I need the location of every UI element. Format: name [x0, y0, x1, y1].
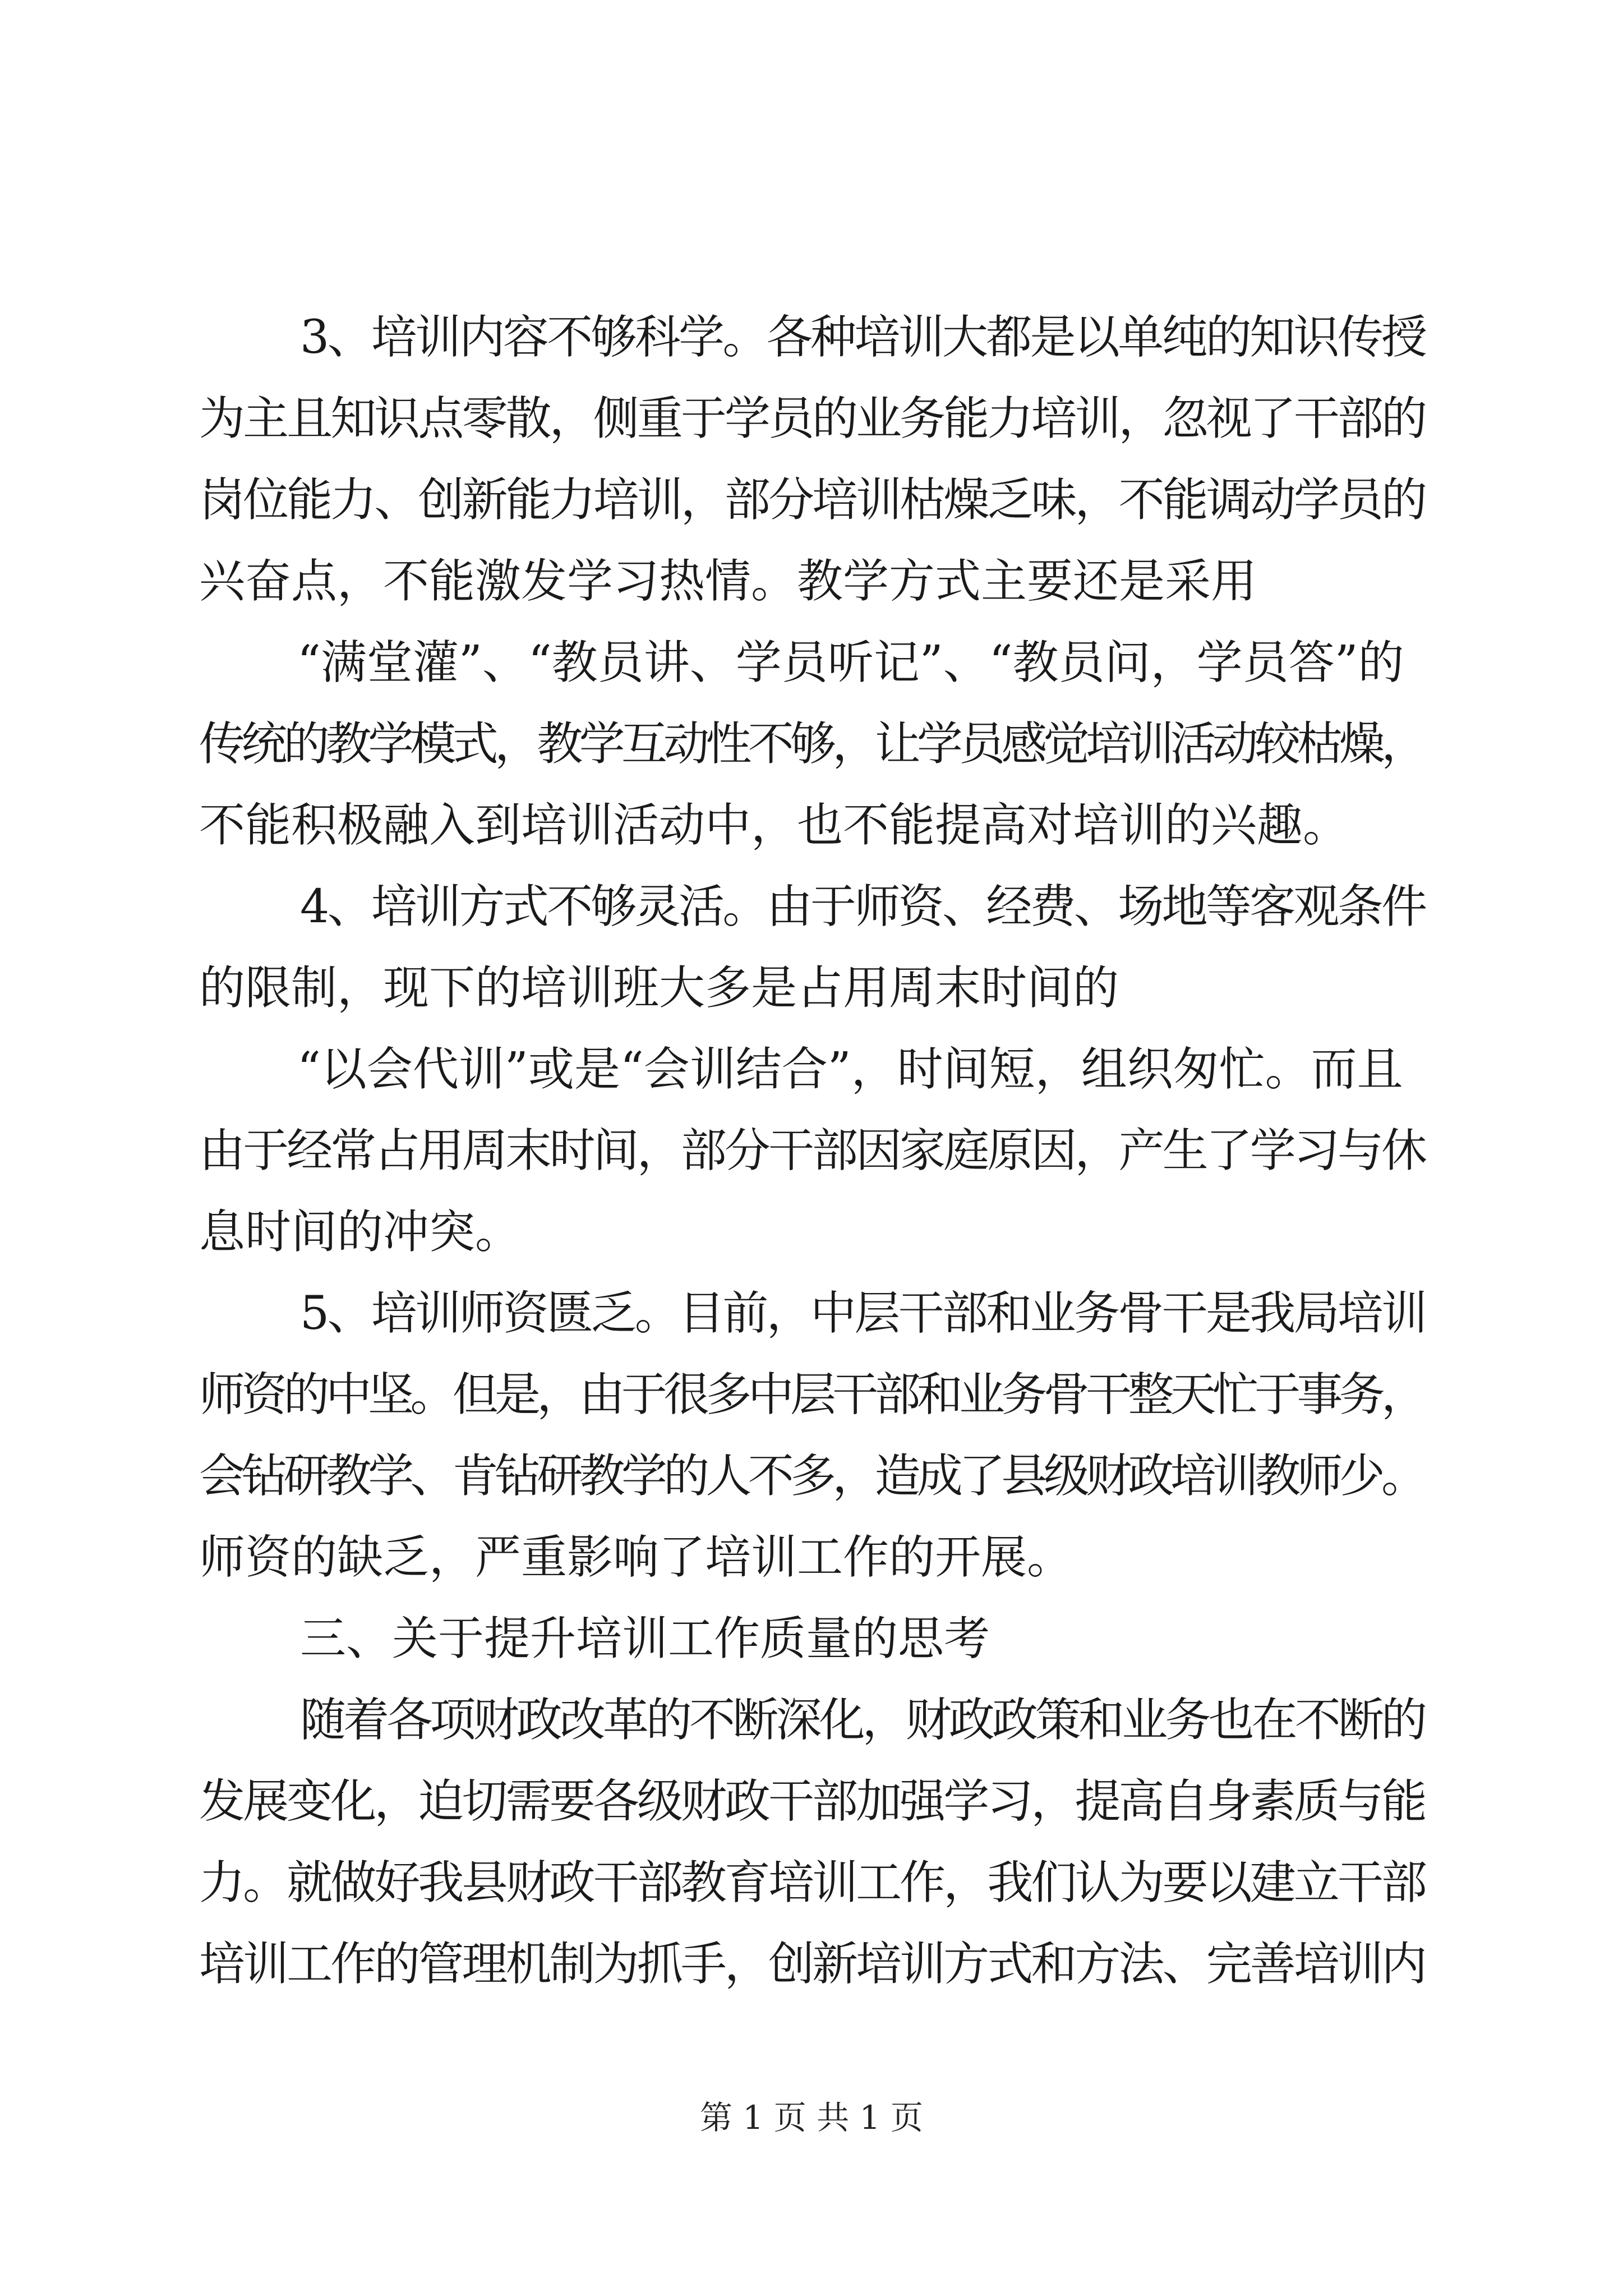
text-line: 师资的中坚。但是，由于很多中层干部和业务骨干整天忙于事务， [199, 1368, 1424, 1421]
text-line: 岗位能力、创新能力培训，部分培训枯燥乏味，不能调动学员的 [199, 473, 1426, 527]
text-line: 不能积极融入到培训活动中，也不能提高对培训的兴趣。 [199, 799, 1349, 852]
text-line: 兴奋点，不能激发学习热情。教学方式主要还是采用 [199, 555, 1257, 608]
text-line: 传统的教学模式，教学互动性不够，让学员感觉培训活动较枯燥， [199, 717, 1424, 771]
text-line: 力。就做好我县财政干部教育培训工作，我们认为要以建立干部 [199, 1856, 1426, 1910]
text-line: 4、培训方式不够灵活。由于师资、经费、场地等客观条件 [300, 880, 1426, 933]
text-line: 由于经常占用周末时间，部分干部因家庭原因，产生了学习与休 [199, 1124, 1426, 1177]
text-line: 3、培训内容不够科学。各种培训大都是以单纯的知识传授 [300, 311, 1426, 364]
page-number-footer: 第 1 页 共 1 页 [700, 2099, 923, 2137]
text-line: “满堂灌”、“教员讲、学员听记”、“教员问，学员答”的 [297, 636, 1404, 689]
text-line: 5、培训师资匮乏。目前，中层干部和业务骨干是我局培训 [300, 1287, 1426, 1340]
text-line: 发展变化，迫切需要各级财政干部加强学习，提高自身素质与能 [199, 1775, 1426, 1828]
text-line: 师资的缺乏，严重影响了培训工作的开展。 [199, 1531, 1073, 1584]
text-line: 为主且知识点零散，侧重于学员的业务能力培训，忽视了干部的 [199, 392, 1426, 445]
text-line: 会钻研教学、肯钻研教学的人不多，造成了县级财政培训教师少。 [199, 1450, 1424, 1503]
text-line: 培训工作的管理机制为抓手，创新培训方式和方法、完善培训内 [199, 1938, 1426, 1991]
text-line: 的限制，现下的培训班大多是占用周末时间的 [199, 961, 1119, 1015]
section-heading: 三、关于提升培训工作质量的思考 [300, 1612, 990, 1665]
text-line: 随着各项财政改革的不断深化，财政政策和业务也在不断的 [300, 1694, 1425, 1747]
text-line: 息时间的冲突。 [199, 1205, 522, 1259]
text-line: “以会代训”或是“会训结合”，时间短，组织匆忙。而且 [297, 1043, 1403, 1096]
